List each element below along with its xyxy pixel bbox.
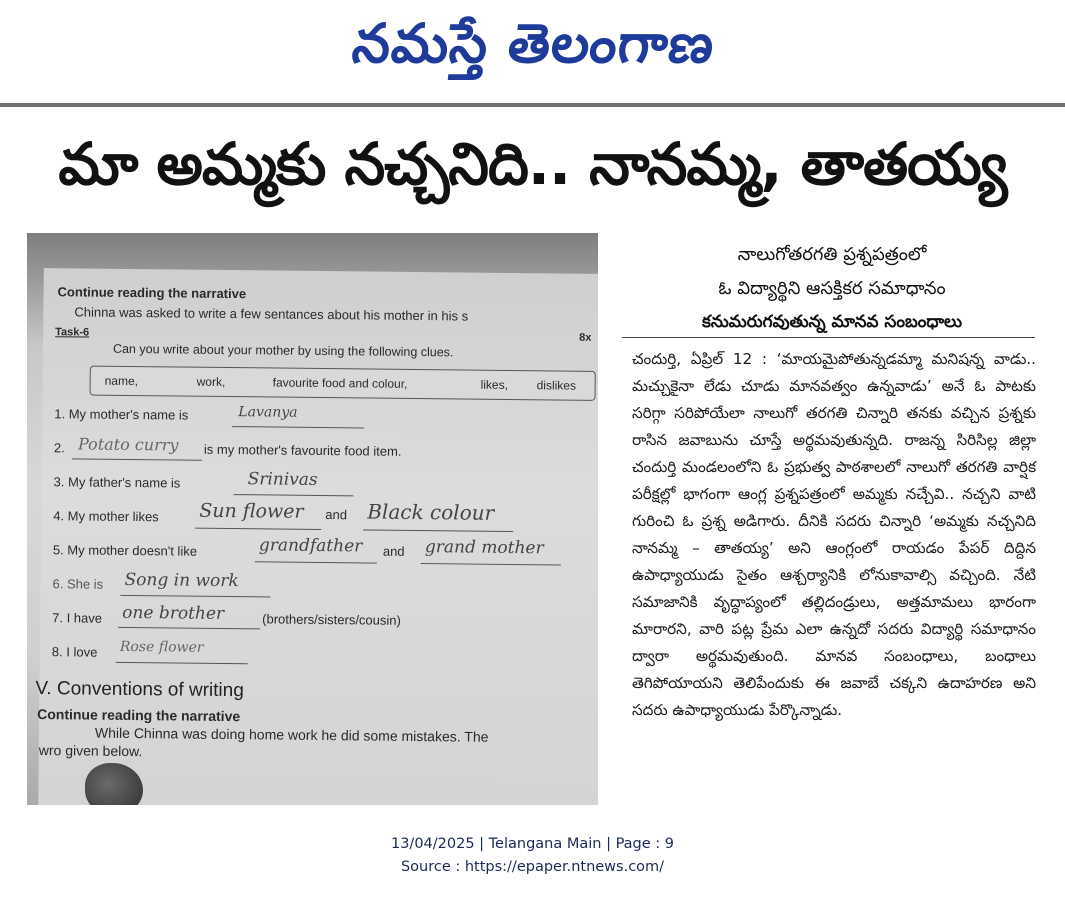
answer-line — [233, 494, 353, 496]
task-label: Task-6 — [55, 326, 90, 339]
handwritten-answer: Black colour — [367, 499, 495, 525]
paper-line: Chinna was asked to write a few sentances about his mother in his s — [74, 304, 469, 324]
answer-line — [232, 426, 364, 428]
question-text: 7. I have — [52, 610, 103, 626]
headline: మా అమ్మకు నచ్చనిది.. నానమ్మ, తాతయ్య — [58, 130, 1007, 198]
question-text: 5. My mother doesn't like — [52, 542, 198, 559]
question-text: 1. My mother's name is — [54, 406, 189, 423]
clue: dislikes — [536, 378, 577, 393]
exam-paper-photo — [27, 233, 598, 805]
paper-line: While Chinna was doing home work he did some mistakes. The — [94, 724, 489, 745]
paper-line: wro given below. — [38, 742, 143, 760]
handwritten-answer: Rose flower — [119, 638, 204, 656]
footer-date-page: 13/04/2025 | Telangana Main | Page : 9 — [390, 836, 675, 852]
question-text: (brothers/sisters/cousin) — [262, 611, 401, 628]
question-text: 2. — [53, 440, 65, 456]
handwritten-answer: Lavanya — [238, 404, 298, 421]
question-text: and — [325, 507, 348, 523]
paper-heading: Continue reading the narrative — [57, 284, 247, 302]
clue: name, — [104, 373, 139, 389]
section-heading: V. Conventions of writing — [35, 678, 244, 702]
footer-source: Source : https://epaper.ntnews.com/ — [400, 859, 665, 875]
question-text: is my mother's favourite food item. — [203, 441, 402, 459]
handwritten-answer: grandfather — [258, 535, 363, 557]
handwritten-answer: Sun flower — [199, 499, 304, 523]
column-rule — [622, 337, 1035, 338]
article-paragraph: చందుర్తి, ఏప్రిల్ 12 : ‘మాయమైపోతున్నడమ్మా మనిషన్న వాడు.. మచ్చుకైనా లేడు చూడు మానవత్వం ఉన్నవాడు’ అనే ఓ పాటకు సరిగ్గా సరిపోయేలా నాలుగో తరగతి చిన్నారి తనకు వచ్చిన ప్రశ్నకు రాసిన జవాబును చూస్తే అర్థమవుతున్నది. రాజన్న సిరిసిల్ల జిల్లా చందుర్తి మండలంలోని ఓ ప్రభుత్వ పాఠశాలలో నాలుగో తరగతి వార్షిక పరీక్షల్లో భాగంగా ఆంగ్ల ప్రశ్నపత్రంలో అమ్మకు నచ్చేవి.. నచ్చని వాటి గురించి ఓ ప్రశ్న అడిగారు. దీనికి సదరు చిన్నారి ‘అమ్మకు నచ్చనిది నానమ్మ – తాతయ్య’ అని ఆంగ్లంలో రాయడం పేపర్ దిద్దిన ఉపాధ్యాయుడు సైతం ఆశ్చర్యానికి లోనుకావాల్సి వచ్చింది. నేటి సమాజానికి వృద్ధాప్యంలో తల్లిదండ్రులు, అత్తమామలు భారంగా మారారని, వారి పట్ల ప్రేమ ఎలా ఉన్నదో సదరు విద్యార్థి సమాధానం ద్వారా అర్థమవుతుంది. మానవ సంబంధాలు, బంధాలు తెగిపోయాయని తెలిపేందుకు ఈ జవాబే చక్కని ఉదాహరణ అని సదరు ఉపాధ్యాయుడు పేర్కొన్నాడు. — [632, 350, 1036, 719]
clue: work, — [196, 374, 226, 389]
question-text: 8. I love — [51, 644, 98, 660]
answer-line — [363, 529, 513, 532]
answer-line — [72, 458, 202, 460]
question-text: 4. My mother likes — [53, 508, 159, 525]
handwritten-answer: Srinivas — [247, 469, 318, 490]
clue-box — [90, 366, 596, 401]
clue: favourite food and colour, — [272, 375, 408, 391]
task-prompt: Can you write about your mother by using the following clues. — [112, 341, 454, 360]
subheading: ఓ విద్యార్థిని ఆసక్తికర సమాధానం — [718, 278, 946, 299]
answer-line — [421, 563, 561, 565]
marks-label: 8x — [579, 331, 592, 344]
question-text: 3. My father's name is — [53, 474, 181, 491]
answer-line — [195, 528, 321, 530]
answer-line — [120, 595, 270, 598]
answer-line — [255, 561, 377, 563]
question-text: and — [382, 543, 405, 559]
handwritten-answer: Potato curry — [77, 434, 179, 455]
question-text: 6. She is — [52, 576, 104, 592]
exam-paper — [35, 268, 598, 805]
answer-line — [116, 662, 248, 664]
subheading: నాలుగోతరగతి ప్రశ్నపత్రంలో — [737, 244, 927, 265]
tagline: కనుమరుగవుతున్న మానవ సంబంధాలు — [702, 312, 962, 332]
masthead-logo: నమస్తే తెలంగాణ — [349, 11, 718, 75]
clue: likes, — [480, 377, 509, 392]
handwritten-answer: Song in work — [124, 569, 239, 592]
article-body — [632, 346, 1036, 724]
answer-line — [118, 627, 260, 629]
handwritten-answer: one brother — [122, 602, 225, 624]
masthead-rule — [0, 103, 1065, 107]
masthead — [0, 0, 1065, 100]
handwritten-answer: grand mother — [424, 537, 544, 559]
paper-heading: Continue reading the narrative — [37, 706, 241, 725]
